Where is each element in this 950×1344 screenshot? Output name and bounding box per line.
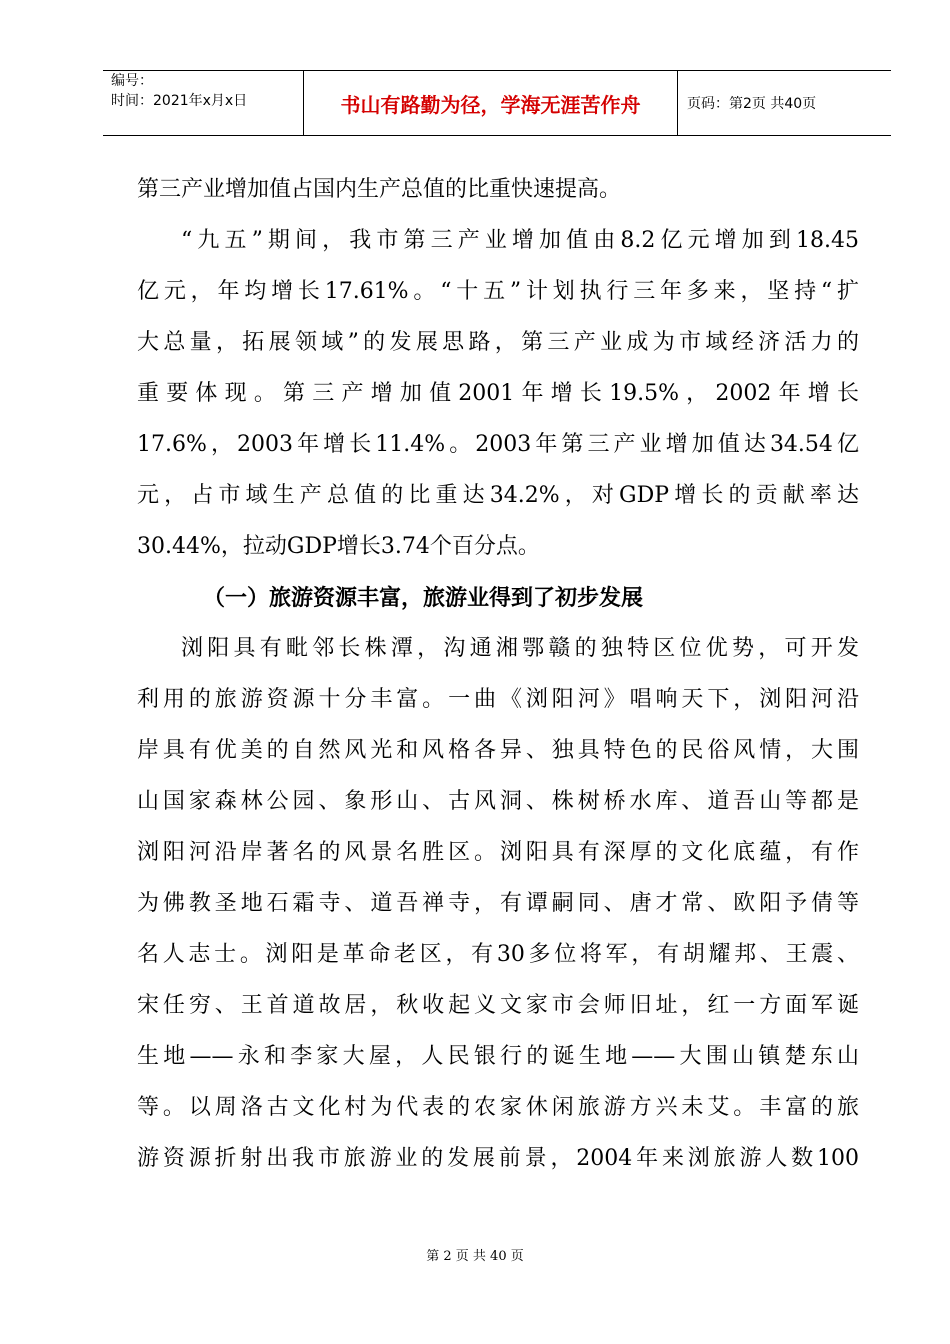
document-time-label: 时间：2021年x月x日 — [111, 93, 248, 109]
body-line: 亿元，年均增长17.61%。“十五”计划执行三年多来，坚持“扩 — [137, 279, 859, 304]
page-footer: 第 2 页 共 40 页 — [426, 1249, 524, 1264]
body-line: 重要体现。第三产增加值2001年增长19.5%，2002年增长 — [137, 381, 859, 406]
body-line: 浏阳河沿岸著名的风景名胜区。浏阳具有深厚的文化底蕴，有作 — [137, 840, 859, 865]
document-number-label: 编号： — [111, 73, 153, 89]
header-page-info: 页码：第2页 共40页 — [687, 96, 817, 112]
body-line: 山国家森林公园、象形山、古风洞、株树桥水库、道吾山等都是 — [137, 789, 859, 814]
body-line: 等。以周洛古文化村为代表的农家休闲旅游方兴未艾。丰富的旅 — [137, 1095, 859, 1120]
body-line: 利用的旅游资源十分丰富。一曲《浏阳河》唱响天下，浏阳河沿 — [137, 687, 859, 712]
body-line: 为佛教圣地石霜寺、道吾禅寺，有谭嗣同、唐才常、欧阳予倩等 — [137, 891, 859, 916]
header-motto: 书山有路勤为径，学海无涯苦作舟 — [340, 92, 641, 117]
body-line: 元，占市域生产总值的比重达34.2%，对GDP增长的贡献率达 — [137, 483, 859, 508]
section-heading: （一）旅游资源丰富，旅游业得到了初步发展 — [203, 585, 644, 611]
body-line: “九五”期间，我市第三产业增加值由8.2亿元增加到18.45 — [181, 228, 859, 253]
body-line: 游资源折射出我市旅游业的发展前景，2004年来浏旅游人数100 — [137, 1146, 859, 1171]
body-line: 大总量，拓展领域”的发展思路，第三产业成为市域经济活力的 — [137, 330, 859, 355]
body-line: 名人志士。浏阳是革命老区，有30多位将军，有胡耀邦、王震、 — [137, 942, 859, 967]
body-line: 30.44%，拉动GDP增长3.74个百分点。 — [137, 534, 540, 559]
body-line: 浏阳具有毗邻长株潭，沟通湘鄂赣的独特区位优势，可开发 — [181, 636, 859, 661]
body-line: 生地——永和李家大屋，人民银行的诞生地——大围山镇楚东山 — [137, 1044, 859, 1069]
body-line: 岸具有优美的自然风光和风格各异、独具特色的民俗风情，大围 — [137, 738, 859, 763]
body-line: 第三产业增加值占国内生产总值的比重快速提高。 — [137, 177, 622, 202]
body-line: 宋任穷、王首道故居，秋收起义文家市会师旧址，红一方面军诞 — [137, 993, 859, 1018]
header-divider-right — [677, 70, 678, 136]
body-line: 17.6%，2003年增长11.4%。2003年第三产业增加值达34.54亿 — [137, 432, 859, 457]
